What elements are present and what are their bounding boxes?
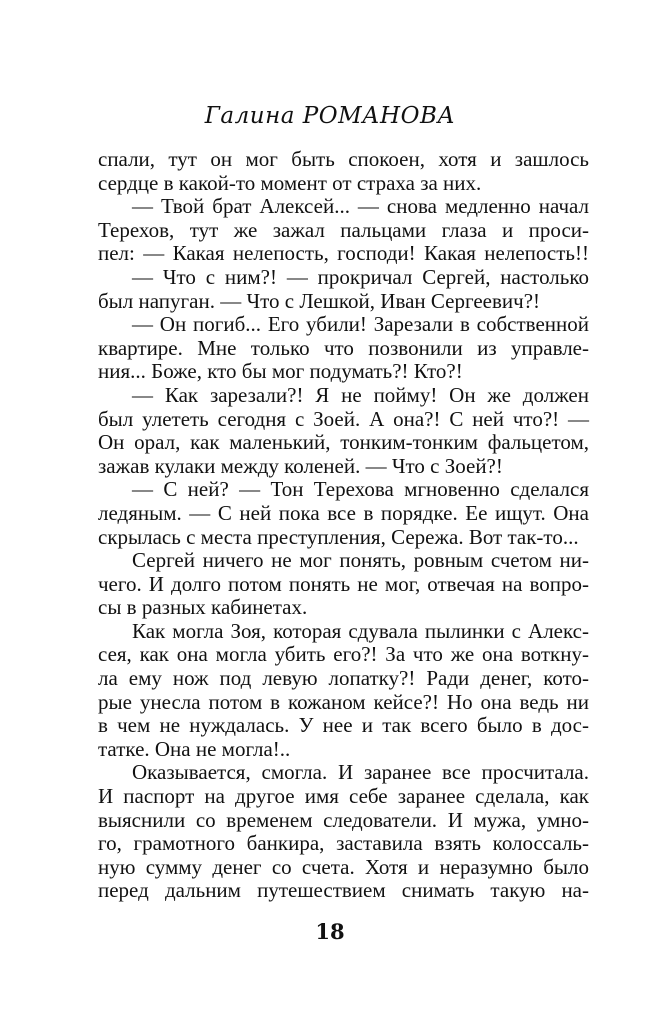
text-line: Он орал, как маленький, тонким-тонким фальцетом, — [98, 430, 589, 455]
text-line: зажав кулаки между коленей. — Что с Зоей?! — [98, 453, 503, 478]
text-line: в чем не нуждалась. У нее и так всего было в дос- — [98, 713, 589, 738]
text-line: ную сумму денег со счета. Хотя и неразумно было — [98, 854, 589, 879]
text-line: — Твой брат Алексей... — снова медленно начал — [132, 194, 589, 219]
text-line: сы в разных кабинетах. — [98, 595, 308, 620]
text-line: ния... Боже, кто бы мог подумать?! Кто?! — [98, 359, 463, 384]
text-line: Терехов, тут же зажал пальцами глаза и проси- — [98, 217, 589, 242]
text-line: — Он погиб... Его убили! Зарезали в собственной — [132, 312, 589, 337]
text-line: сея, как она могла убить его?! За что же она воткну- — [98, 642, 589, 667]
text-line: татке. Она не могла!.. — [98, 736, 291, 761]
text-line: спали, тут он мог быть спокоен, хотя и зашлось — [98, 147, 589, 171]
running-title: Галина РОМАНОВА — [204, 103, 456, 129]
text-line: рые унесла потом в кожаном кейсе?! Но она ведь ни — [98, 689, 589, 714]
text-line: — Что с ним?! — прокричал Сергей, настолько — [132, 264, 589, 289]
text-line: Сергей ничего не мог понять, ровным счетом ни- — [132, 548, 589, 573]
text-line: — С ней? — Тон Терехова мгновенно сделался — [132, 477, 589, 502]
text-line: го, грамотного банкира, заставила взять колоссаль- — [98, 831, 589, 856]
page-number: 18 — [315, 919, 345, 944]
text-line: ледяным. — С ней пока все в порядке. Ее ищут. Она — [98, 500, 589, 525]
text-line: Оказывается, смогла. И заранее все просчитала. — [132, 760, 589, 785]
text-line: И паспорт на другое имя себе заранее сделала, как — [98, 784, 589, 809]
text-line: ла ему нож под левую лопатку?! Ради денег, кото- — [98, 666, 589, 691]
text-line: был напуган. — Что с Лешкой, Иван Сергеевич?! — [98, 288, 541, 313]
text-line: чего. И долго потом понять не мог, отвечая на вопро- — [98, 571, 589, 596]
text-line: — Как зарезали?! Я не пойму! Он же должен — [132, 382, 589, 407]
text-line: сердце в какой-то момент от страха за них. — [98, 170, 482, 195]
text-line: перед дальним путешествием снимать такую на- — [98, 878, 589, 903]
text-line: скрылась с места преступления, Сережа. Вот так-то... — [98, 524, 579, 549]
text-line: был улететь сегодня с Зоей. А она?! С ней что?! — — [98, 406, 589, 431]
text-line: выяснили со временем следователи. И мужа, умно- — [98, 807, 589, 832]
text-line: Как могла Зоя, которая сдувала пылинки с Алекс- — [132, 618, 589, 643]
page-text — [98, 148, 589, 903]
text-line: пел: — Какая нелепость, господи! Какая нелепость!! — [98, 241, 589, 266]
text-line: квартире. Мне только что позвонили из управле- — [98, 335, 589, 360]
